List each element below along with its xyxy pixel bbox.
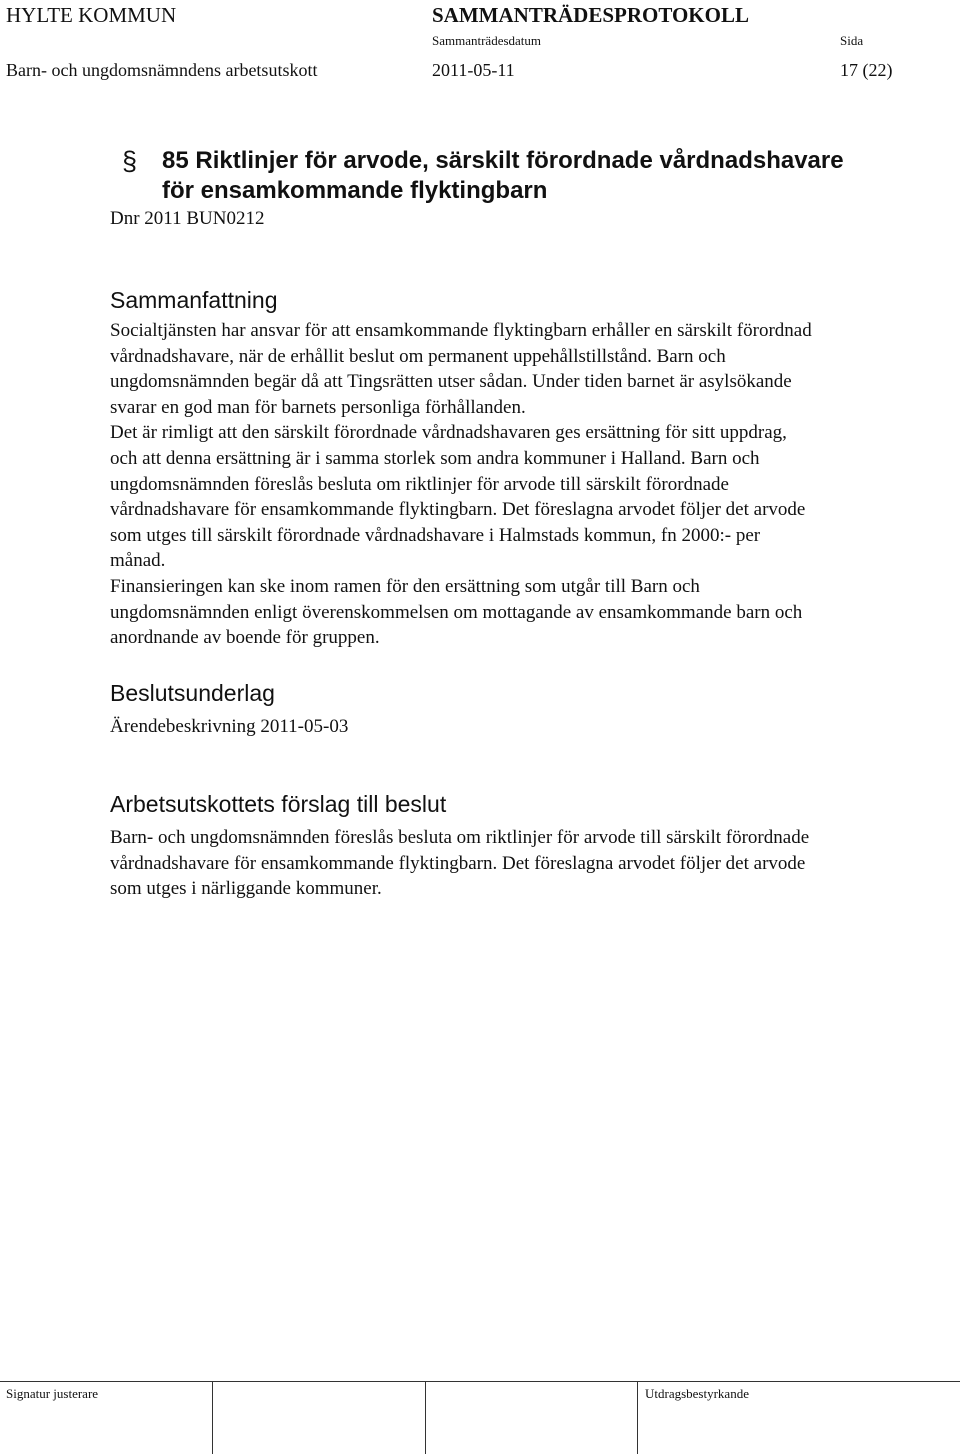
page-label: Sida [840,33,864,48]
summary-line: Det är rimligt att den särskilt förordnade vårdnadshavaren ges ersättning för sitt uppdrag, [110,422,787,444]
extract-certification-label: Utdragsbestyrkande [645,1386,749,1401]
summary-heading: Sammanfattning [110,287,278,313]
summary-line: som utges till särskilt förordnade vårdnadshavare i Halmstads kommun, fn 2000:- per [110,524,761,546]
summary-line: anordnande av boende för gruppen. [110,627,380,649]
summary-line: svarar en god man för barnets personliga förhållanden. [110,396,526,418]
summary-line: ungdomsnämnden enligt överenskommelsen om mottagande av ensamkommande barn och [110,601,803,623]
footer-separator [637,1381,638,1454]
basis-item [110,714,930,740]
footer-divider [0,1381,960,1382]
summary-line: Socialtjänsten har ansvar för att ensamkommande flyktingbarn erhåller en särskilt förordnad [110,320,812,341]
basis-heading: Beslutsunderlag [110,680,275,706]
proposal-text [110,825,930,902]
summary-text [110,318,930,651]
signature-label: Signatur justerare [6,1386,99,1401]
summary-line: ungdomsnämnden föreslås besluta om riktlinjer för arvode till särskilt förordnade [110,473,729,495]
section-title-line-1: 85 Riktlinjer för arvode, särskilt förordnade vårdnadshavare [162,147,844,174]
page-number: 17 (22) [840,60,893,80]
meeting-date: 2011-05-11 [432,60,515,80]
organization-name: HYLTE KOMMUN [6,3,177,27]
summary-line: vårdnadshavare, när de erhållit beslut om permanent uppehållstillstånd. Barn och [110,345,726,367]
diary-number: Dnr 2011 BUN0212 [110,208,265,229]
proposal-line: Barn- och ungdomsnämnden föreslås besluta om riktlinjer för arvode till särskilt förordnade [110,827,810,848]
footer-separator [425,1381,426,1454]
summary-line: månad. [110,550,166,572]
section-title-line-2: för ensamkommande flyktingbarn [162,177,548,204]
meeting-date-label: Sammanträdesdatum [432,33,542,48]
summary-line: vårdnadshavare för ensamkommande flyktingbarn. Det föreslagna arvodet följer det arvode [110,499,806,521]
proposal-line: som utges i närliggande kommuner. [110,878,382,900]
committee-name: Barn- och ungdomsnämndens arbetsutskott [6,60,318,80]
proposal-line: vårdnadshavare för ensamkommande flyktingbarn. Det föreslagna arvodet följer det arvode [110,852,806,874]
summary-line: Finansieringen kan ske inom ramen för den ersättning som utgår till Barn och [110,575,700,597]
footer-separator [212,1381,213,1454]
basis-item-text: Ärendebeskrivning 2011-05-03 [110,716,349,737]
summary-line: ungdomsnämnden begär då att Tingsrätten utser sådan. Under tiden barnet är asylsökande [110,371,792,393]
paragraph-sign: § [122,146,138,176]
proposal-heading: Arbetsutskottets förslag till beslut [110,791,447,817]
summary-line: och att denna ersättning är i samma storlek som andra kommuner i Halland. Barn och [110,447,760,469]
document-type: SAMMANTRÄDESPROTOKOLL [432,3,749,27]
